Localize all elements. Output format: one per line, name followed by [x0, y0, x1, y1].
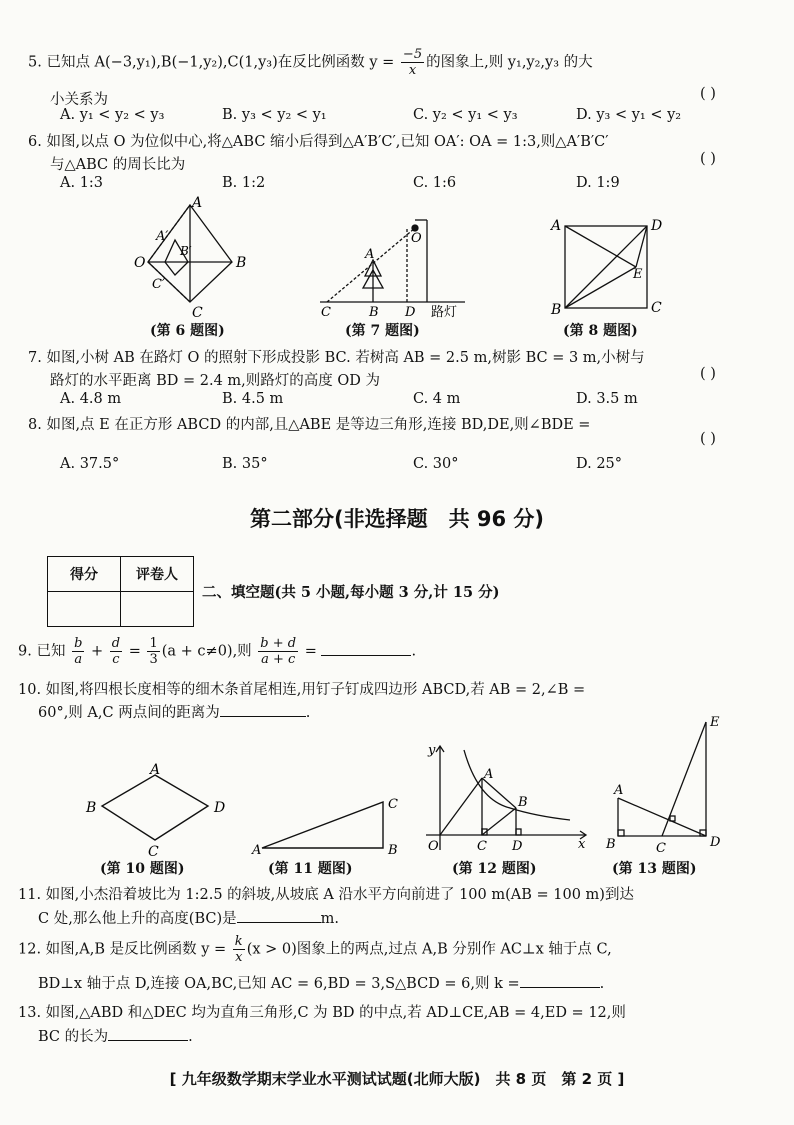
q10-line2: 60°,则 A,C 两点间的距离为 . [38, 701, 310, 722]
q9-frac-b-a: $\frac{b}{a}$ [74, 636, 83, 667]
q5-line1 [28, 48, 593, 77]
q6-line2: 与△ABC 的周长比为 [50, 157, 186, 173]
q6-option-d: D. 1:9 [576, 175, 620, 191]
figure-11 [250, 790, 410, 860]
q12-line1: 12. 如图,A,B 是反比例函数 y = $\frac{k}{x}$ (x > 0)图象上的两点,过点 A,B 分别作 AC⊥x 轴于点 C, [18, 934, 612, 965]
fig11-label-b: B [388, 843, 398, 858]
q8-answer-paren: ( ) [700, 431, 716, 447]
q11-line1: 11. 如图,小杰沿着坡比为 1:2.5 的斜坡,从坡底 A 沿水平方向前进了 100 m(AB = 100 m)到达 [18, 887, 634, 903]
q12-answer-blank[interactable] [520, 973, 600, 988]
caption-fig8: (第 8 题图) [563, 323, 638, 339]
figure-8 [545, 208, 675, 318]
q13-answer-blank[interactable] [108, 1026, 188, 1041]
fig13-label-b: B [606, 837, 616, 852]
grader-cell[interactable] [121, 592, 194, 627]
fig10-label-c: C [148, 844, 159, 860]
q9-frac-d-c: $\frac{d}{c}$ [111, 636, 121, 667]
fig8-label-b: B [551, 302, 562, 318]
grader-header: 评卷人 [121, 557, 194, 592]
fig12-label-y: y [428, 743, 436, 758]
fig7-label-d: D [405, 305, 416, 320]
caption-fig12: (第 12 题图) [452, 861, 537, 877]
q7-option-d: D. 3.5 m [576, 391, 638, 407]
figure-7 [315, 210, 475, 320]
caption-fig10: (第 10 题图) [100, 861, 185, 877]
q7-line1: 7. 如图,小树 AB 在路灯 O 的照射下形成投影 BC. 若树高 AB = 2.5 m,树影 BC = 3 m,小树与 [28, 350, 645, 366]
fig12-label-o: O [428, 839, 439, 854]
fig13-label-e: E [710, 715, 720, 730]
figure-13 [600, 712, 740, 857]
q8-option-a: A. 37.5° [60, 456, 120, 472]
q7-option-a: A. 4.8 m [60, 391, 122, 407]
fig13-label-c: C [656, 841, 666, 856]
fig7-label-c: C [321, 305, 331, 320]
q6-answer-paren: ( ) [700, 151, 716, 167]
fig6-label-a: A [192, 195, 203, 211]
q9-frac-1-3: $\frac{1}{3}$ [149, 636, 158, 667]
q5-fraction: $\frac{-5}{x}$ [402, 47, 423, 78]
q9-line: 9. 已知 $\frac{b}{a}$ + $\frac{d}{c}$ = $\frac{1}{3}$ (a + c≠0),则 $\frac{b + d}{a + c}$ = . [18, 636, 417, 667]
q7-answer-paren: ( ) [700, 366, 716, 382]
score-cell[interactable] [48, 592, 121, 627]
q8-option-c: C. 30° [413, 456, 459, 472]
fig8-label-e: E [633, 267, 643, 282]
q10-line1: 10. 如图,将四根长度相等的细木条首尾相连,用钉子钉成四边形 ABCD,若 AB = 2,∠B = [18, 682, 586, 698]
fig12-label-d: D [512, 839, 523, 854]
q8-line1: 8. 如图,点 E 在正方形 ABCD 的内部,且△ABE 是等边三角形,连接 BD,DE,则∠BDE = [28, 417, 591, 433]
q9-answer-blank[interactable] [321, 641, 411, 656]
fig11-label-a: A [252, 843, 262, 858]
fig10-label-a: A [150, 762, 161, 778]
q8-option-d: D. 25° [576, 456, 623, 472]
fig10-label-b: B [86, 800, 97, 816]
score-table [47, 556, 194, 627]
fig7-label-lamp: 路灯 [431, 305, 458, 320]
fig8-label-d: D [651, 218, 663, 234]
q6-option-c: C. 1:6 [413, 175, 457, 191]
fig6-label-o: O [134, 255, 146, 271]
q5-answer-paren: ( ) [700, 86, 716, 102]
q5-option-d: D. y₃ < y₁ < y₂ [576, 107, 682, 123]
fig6-label-b-prime: B′ [180, 244, 192, 258]
fig13-label-d: D [710, 835, 721, 850]
fig8-label-c: C [651, 300, 662, 316]
q10-answer-blank[interactable] [220, 702, 306, 717]
fig12-label-x: x [578, 837, 586, 852]
q6-option-b: B. 1:2 [222, 175, 266, 191]
fig8-label-a: A [551, 218, 562, 234]
q7-line2: 路灯的水平距离 BD = 2.4 m,则路灯的高度 OD 为 [50, 373, 381, 389]
figure-10 [80, 760, 240, 860]
caption-fig6: (第 6 题图) [150, 323, 225, 339]
q5-option-a: A. y₁ < y₂ < y₃ [60, 107, 165, 123]
fig11-label-c: C [388, 797, 398, 812]
q5-line2: 小关系为 [50, 92, 108, 108]
q12-fraction: $\frac{k}{x}$ [234, 934, 243, 965]
q6-line1: 6. 如图,以点 O 为位似中心,将△ABC 缩小后得到△A′B′C′,已知 OA′: OA = 1:3,则△A′B′C′ [28, 134, 609, 150]
fig12-label-b: B [518, 795, 528, 810]
q5-text-a: 5. 已知点 A(−3,y₁),B(−1,y₂),C(1,y₃)在反比例函数 y = [28, 54, 399, 71]
fig7-label-o: O [411, 231, 422, 246]
fig7-label-b: B [369, 305, 379, 320]
score-header: 得分 [48, 557, 121, 592]
caption-fig13: (第 13 题图) [612, 861, 697, 877]
q11-answer-blank[interactable] [237, 908, 321, 923]
fig13-label-a: A [614, 783, 624, 798]
page-footer: [ 九年级数学期末学业水平测试试题(北师大版) 共 8 页 第 2 页 ] [169, 1070, 625, 1088]
q8-option-b: B. 35° [222, 456, 268, 472]
q5-option-b: B. y₃ < y₂ < y₁ [222, 107, 327, 123]
q11-line2: C 处,那么他上升的高度(BC)是 m. [38, 907, 339, 928]
q5-option-c: C. y₂ < y₁ < y₃ [413, 107, 518, 123]
q5-text-b: 的图象上,则 y₁,y₂,y₃ 的大 [426, 54, 593, 71]
figure-6 [130, 195, 260, 320]
part-2-title: 二、填空题(共 5 小题,每小题 3 分,计 15 分) [202, 584, 500, 601]
fig6-label-b: B [236, 255, 247, 271]
q9-frac-result: $\frac{b + d}{a + c}$ [260, 636, 297, 667]
section-2-title: 第二部分(非选择题 共 96 分) [249, 507, 545, 531]
fig6-label-c: C [192, 305, 203, 320]
fig6-label-c-prime: C′ [152, 277, 165, 292]
fig12-label-c: C [477, 839, 487, 854]
caption-fig7: (第 7 题图) [345, 323, 420, 339]
caption-fig11: (第 11 题图) [268, 861, 353, 877]
q13-line1: 13. 如图,△ABD 和△DEC 均为直角三角形,C 为 BD 的中点,若 AD⊥CE,AB = 4,ED = 12,则 [18, 1005, 626, 1021]
fig6-label-a-prime: A′ [156, 229, 169, 244]
q13-line2: BC 的长为 . [38, 1025, 193, 1046]
q12-line2: BD⊥x 轴于点 D,连接 OA,BC,已知 AC = 6,BD = 3,S△BCD = 6,则 k = . [38, 972, 604, 993]
q7-option-c: C. 4 m [413, 391, 461, 407]
figure-12 [420, 740, 595, 860]
q7-option-b: B. 4.5 m [222, 391, 284, 407]
fig10-label-d: D [214, 800, 226, 816]
fig12-label-a: A [484, 767, 494, 782]
fig7-label-a: A [365, 247, 375, 262]
q6-option-a: A. 1:3 [60, 175, 104, 191]
